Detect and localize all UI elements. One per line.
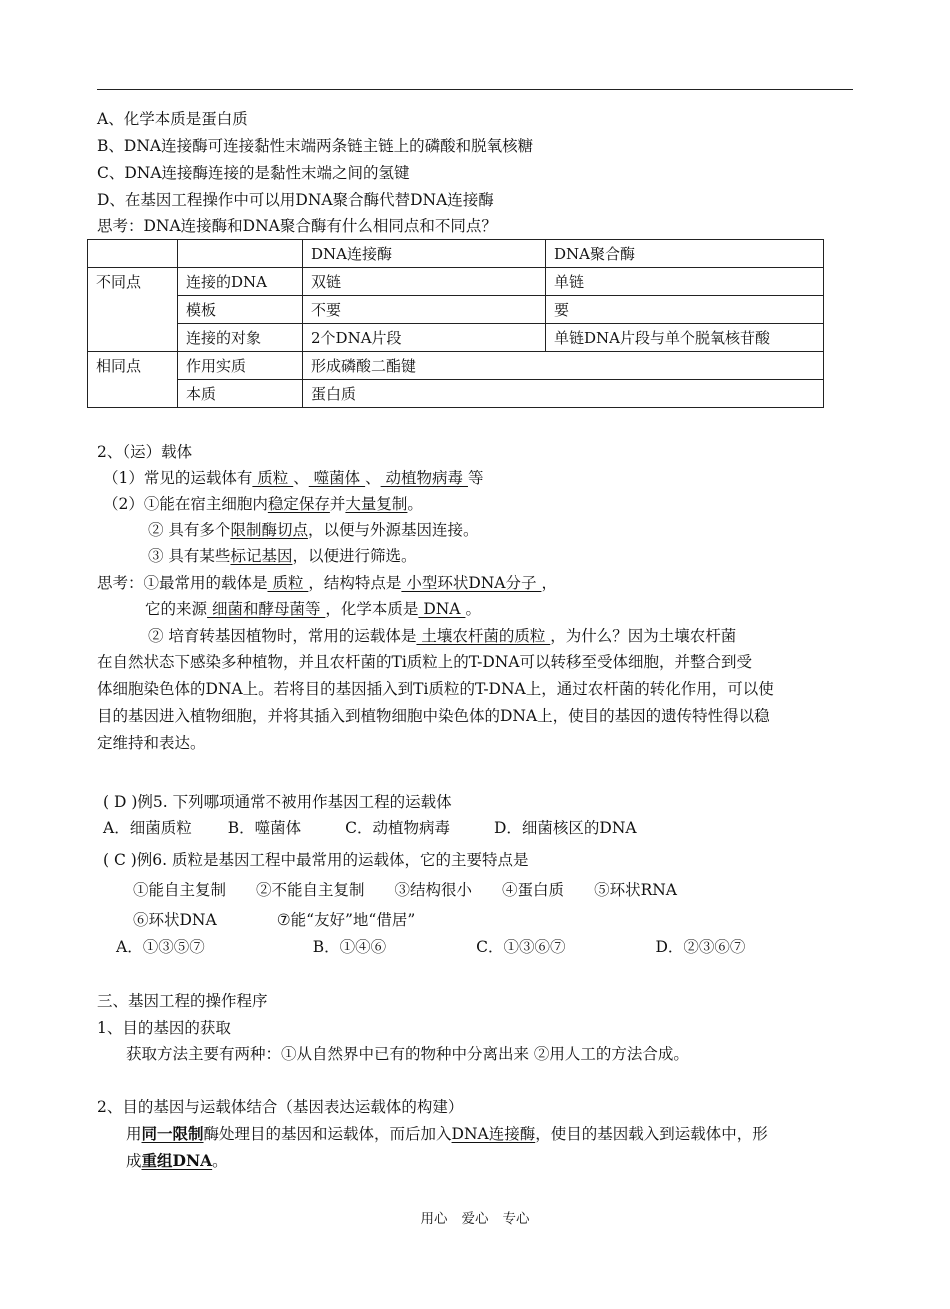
- text: 用: [126, 1125, 142, 1143]
- paragraph-line: [126, 1151, 228, 1171]
- paragraph-line: 在自然状态下感染多种植物，并且农杆菌的Ti质粒上的T-DNA可以转移至受体细胞，并整合到受: [97, 653, 753, 671]
- comparison-table: [87, 239, 824, 408]
- footer-word: 爱心: [461, 1211, 489, 1227]
- text: 成: [126, 1152, 142, 1170]
- text: 、: [365, 469, 381, 487]
- condition-line: [148, 520, 478, 540]
- underlined-term: 大量复制: [345, 495, 408, 513]
- header-rule: [97, 89, 853, 90]
- table-cell: 形成磷酸二酯键: [303, 352, 824, 380]
- option: D．②③⑥⑦: [655, 938, 746, 956]
- table-cell: 2个DNA片段: [303, 324, 546, 352]
- text: 。: [407, 495, 423, 513]
- vector-list-line: [103, 468, 484, 488]
- blank-answer: 质粒: [267, 574, 309, 592]
- text: ，以便进行筛选。: [292, 547, 417, 565]
- example-question: ( C )例6. 质粒是基因工程中最常用的运载体，它的主要特点是: [103, 851, 529, 869]
- blank-answer: DNA: [418, 600, 466, 618]
- table-row: [88, 380, 824, 408]
- paragraph-line: 定维持和表达。: [97, 734, 206, 752]
- group-label: 不同点: [88, 268, 178, 352]
- text: ，为什么？因为土壤农杆菌: [550, 627, 737, 645]
- item: ②不能自主复制: [256, 881, 365, 899]
- condition-line: [148, 546, 416, 566]
- sub-heading: 2、目的基因与运载体结合（基因表达运载体的构建）: [97, 1098, 464, 1116]
- paragraph-line: [126, 1124, 768, 1144]
- text: 它的来源: [145, 600, 208, 618]
- table-cell: [88, 240, 178, 268]
- table-cell: 连接的对象: [178, 324, 303, 352]
- footer-word: 专心: [502, 1211, 530, 1227]
- option-d: D、在基因工程操作中可以用DNA聚合酶代替DNA连接酶: [97, 191, 494, 209]
- paragraph-line: 目的基因进入植物细胞，并将其插入到植物细胞中染色体的DNA上，使目的基因的遗传特性得以稳: [97, 707, 770, 725]
- item: ⑤环状RNA: [594, 881, 677, 899]
- example-options: [116, 937, 745, 957]
- table-row: [88, 296, 824, 324]
- think-line: [97, 573, 557, 593]
- underlined-term: DNA连接酶: [451, 1125, 536, 1143]
- condition-line: [103, 494, 423, 514]
- underlined-term: 同一限制: [141, 1124, 204, 1143]
- text: ，化学本质是: [325, 600, 419, 618]
- text: （1）常见的运载体有: [103, 469, 253, 487]
- section-heading: 2、（运）载体: [97, 443, 193, 461]
- option: A．细菌质粒: [103, 819, 192, 837]
- table-header: DNA聚合酶: [546, 240, 824, 268]
- option: C．动植物病毒: [345, 819, 450, 837]
- option: C．①③⑥⑦: [476, 938, 566, 956]
- blank-answer: 噬菌体: [308, 469, 366, 487]
- paragraph-line: 体细胞染色体的DNA上。若将目的基因插入到Ti质粒的T-DNA上，通过农杆菌的转化作用，可以使: [97, 680, 774, 698]
- paragraph-line: 获取方法主要有两种：①从自然界中已有的物种中分离出来 ②用人工的方法合成。: [126, 1045, 689, 1063]
- table-row: [88, 268, 824, 296]
- option: D．细菌核区的DNA: [493, 819, 637, 837]
- text: 酶处理目的基因和运载体，而后加入: [203, 1125, 452, 1143]
- table-cell: 连接的DNA: [178, 268, 303, 296]
- table-row: [88, 352, 824, 380]
- text: ，结构特点是: [308, 574, 402, 592]
- example-items: [133, 910, 415, 930]
- item: ①能自主复制: [133, 881, 227, 899]
- example-items: [133, 880, 677, 900]
- option-b: B、DNA连接酶可连接黏性末端两条链主链上的磷酸和脱氧核糖: [97, 137, 534, 155]
- text: ② 培育转基因植物时，常用的运载体是: [148, 627, 417, 645]
- sub-heading: 1、目的基因的获取: [97, 1019, 231, 1037]
- item: ⑥环状DNA: [133, 911, 217, 929]
- underlined-term: 重组DNA: [141, 1151, 213, 1170]
- text: 。: [212, 1152, 228, 1170]
- table-row: [88, 240, 824, 268]
- option-c: C、DNA连接酶连接的是黏性末端之间的氢键: [97, 164, 410, 182]
- underlined-term: 限制酶切点: [230, 521, 308, 539]
- blank-answer: 小型环状DNA分子: [401, 574, 542, 592]
- think-question: 思考：DNA连接酶和DNA聚合酶有什么相同点和不同点？: [97, 217, 497, 235]
- text: ，以便与外源基因连接。: [307, 521, 479, 539]
- text: 思考：①最常用的载体是: [97, 574, 268, 592]
- text: （2）①能在宿主细胞内: [103, 495, 268, 513]
- option: A．①③⑤⑦: [116, 938, 205, 956]
- option-a: A、化学本质是蛋白质: [97, 110, 248, 128]
- table-cell: 单链DNA片段与单个脱氧核苷酸: [546, 324, 824, 352]
- example-question: ( D )例5. 下列哪项通常不被用作基因工程的运载体: [103, 793, 452, 811]
- example-options: [103, 818, 637, 838]
- text: ② 具有多个: [148, 521, 231, 539]
- underlined-term: 标记基因: [230, 547, 293, 565]
- table-header: DNA连接酶: [303, 240, 546, 268]
- paragraph-line: [148, 626, 736, 646]
- table-cell: 不要: [303, 296, 546, 324]
- think-line: [145, 599, 481, 619]
- blank-answer: 土壤农杆菌的质粒: [416, 627, 551, 645]
- blank-answer: 动植物病毒: [380, 469, 468, 487]
- table-row: [88, 324, 824, 352]
- table-cell: 单链: [546, 268, 824, 296]
- item: ⑦能“友好”地“借居”: [276, 911, 416, 929]
- section-heading: 三、基因工程的操作程序: [97, 992, 268, 1010]
- text: 等: [467, 469, 484, 487]
- table-cell: 要: [546, 296, 824, 324]
- text: 并: [329, 495, 346, 513]
- table-cell: 模板: [178, 296, 303, 324]
- text: 、: [293, 469, 309, 487]
- text: 。: [465, 600, 481, 618]
- option: B．①④⑥: [312, 938, 387, 956]
- table-cell: [178, 240, 303, 268]
- footer-word: 用心: [420, 1211, 448, 1227]
- underlined-term: 稳定保存: [267, 495, 330, 513]
- blank-answer: 质粒: [252, 469, 294, 487]
- text: ③ 具有某些: [148, 547, 231, 565]
- table-cell: 双链: [303, 268, 546, 296]
- text: ，: [541, 574, 557, 592]
- table-cell: 作用实质: [178, 352, 303, 380]
- item: ③结构很小: [394, 881, 473, 899]
- item: ④蛋白质: [502, 881, 565, 899]
- table-cell: 本质: [178, 380, 303, 408]
- group-label: 相同点: [88, 352, 178, 408]
- blank-answer: 细菌和酵母菌等: [207, 600, 326, 618]
- text: ，使目的基因载入到运载体中，形: [535, 1125, 768, 1143]
- page-footer: [0, 1207, 950, 1227]
- option: B．噬菌体: [227, 819, 302, 837]
- table-cell: 蛋白质: [303, 380, 824, 408]
